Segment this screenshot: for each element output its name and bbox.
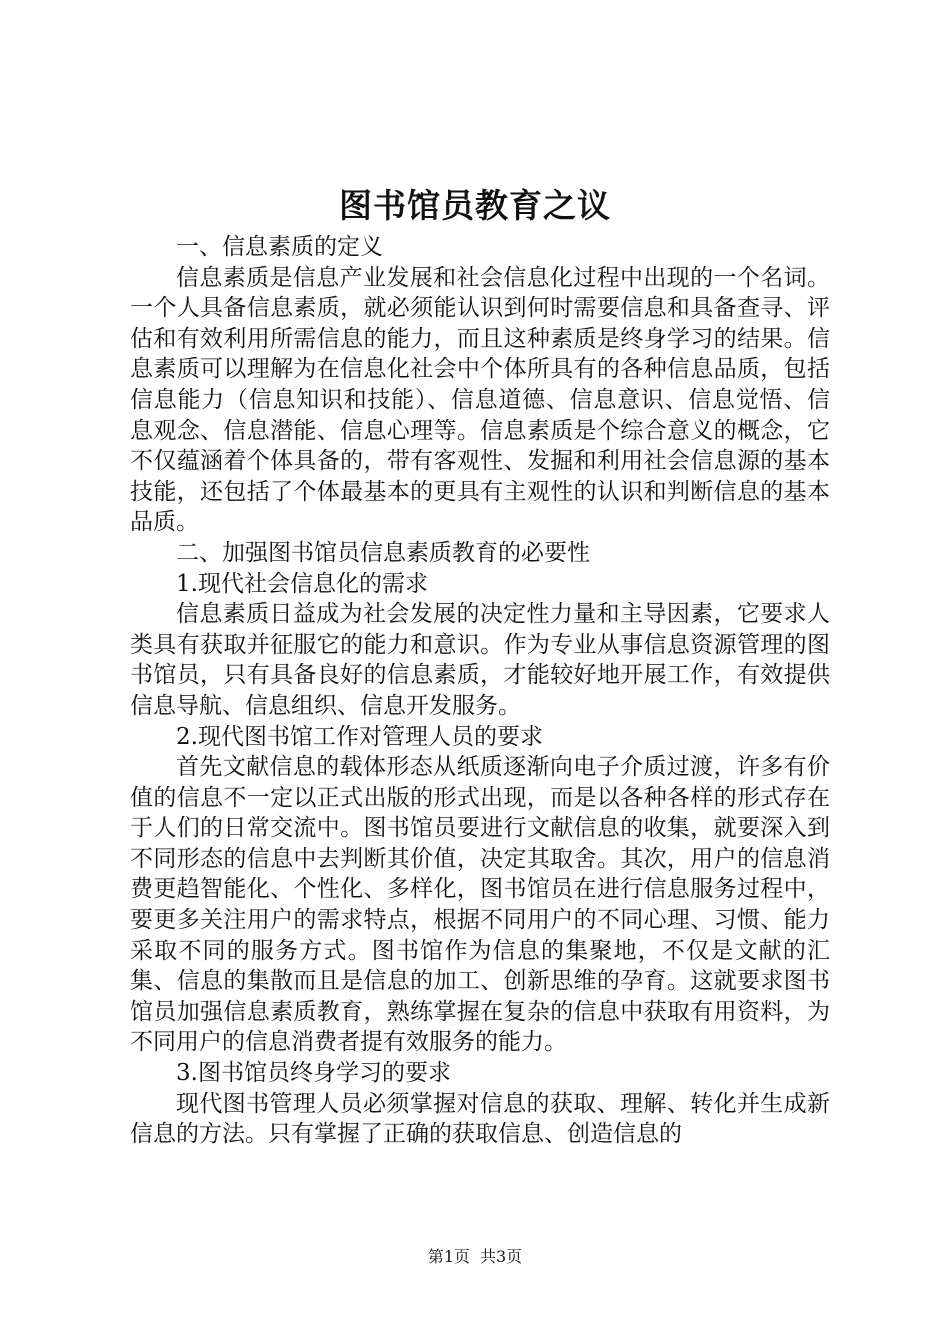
paragraph: 首先文献信息的载体形态从纸质逐渐向电子介质过渡，许多有价值的信息不一定以正式出版的形式出现，而是以各种各样的形式存在于人们的日常交流中。图书馆员要进行文献信息的收集，就要深入到不同形态的信息中去判断其价值，决定其取舍。其次，用户的信息消费更趋智能化、个性化、多样化，图书馆员在进行信息服务过程中，要更多关注用户的需求特点，根据不同用户的不同心理、习惯、能力采取不同的服务方式。图书馆作为信息的集聚地，不仅是文献的汇集、信息的集散而且是信息的加工、创新思维的孕育。这就要求图书馆员加强信息素质教育，熟练掌握在复杂的信息中获取有用资料，为不同用户的信息消费者提有效服务的能力。 (130, 754, 830, 1056)
paragraph: 现代图书管理人员必须掌握对信息的获取、理解、转化并生成新信息的方法。只有掌握了正确的获取信息、创造信息的 (130, 1090, 830, 1148)
page-footer (0, 1246, 950, 1268)
subheading-1: 1.现代社会信息化的需求 (176, 570, 428, 597)
paragraph: 信息素质日益成为社会发展的决定性力量和主导因素，它要求人类具有获取并征服它的能力和意识。作为专业从事信息资源管理的图书馆员，只有具备良好的信息素质，才能较好地开展工作，有效提供信息导航、信息组织、信息开发服务。 (130, 601, 830, 719)
document-title: 图书馆员教育之议 (339, 186, 611, 225)
page-number: 第1页 (427, 1247, 470, 1266)
section-heading-2: 二、加强图书馆员信息素质教育的必要性 (176, 539, 590, 566)
document-body (130, 232, 830, 1150)
section-heading-1: 一、信息素质的定义 (176, 234, 383, 260)
page-total: 共3页 (480, 1247, 523, 1266)
subheading-2: 2.现代图书馆工作对管理人员的要求 (176, 723, 543, 750)
subheading-3: 3.图书馆员终身学习的要求 (176, 1060, 451, 1087)
paragraph: 信息素质是信息产业发展和社会信息化过程中出现的一个名词。一个人具备信息素质，就必须能认识到何时需要信息和具备查寻、评估和有效利用所需信息的能力，而且这种素质是终身学习的结果。信息素质可以理解为在信息化社会中个体所具有的各种信息品质，包括信息能力（信息知识和技能）、信息道德、信息意识、信息觉悟、信息观念、信息潜能、信息心理等。信息素质是个综合意义的概念，它不仅蕴涵着个体具备的，带有客观性、发掘和利用社会信息源的基本技能，还包括了个体最基本的更具有主观性的认识和判断信息的基本品质。 (130, 264, 830, 536)
